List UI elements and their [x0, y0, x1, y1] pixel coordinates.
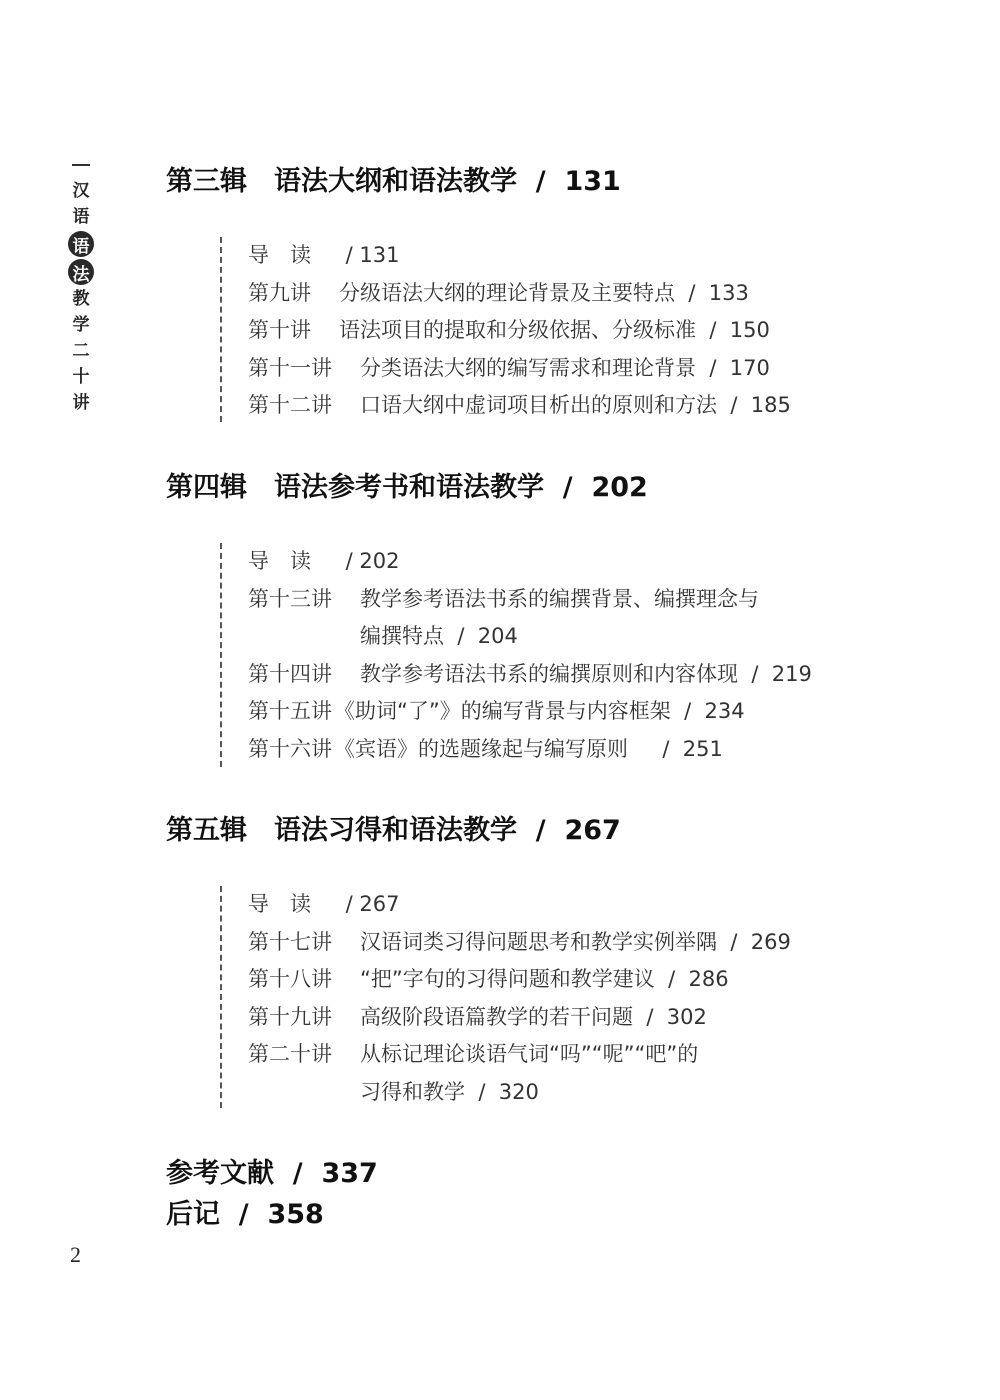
toc-entry-text: 语法项目的提取和分级依据、分级标准 / 150 — [339, 318, 770, 343]
back-matter-references[interactable]: 参考文献 / 337 — [166, 1158, 378, 1189]
side-char: 讲 — [72, 393, 90, 413]
toc-entry-label: 第九讲 — [248, 280, 311, 305]
section-title — [166, 811, 621, 851]
section-heading: 第五辑 语法习得和语法教学 / 267 — [166, 815, 621, 846]
side-char-circled: 语 — [68, 231, 94, 257]
toc-entry-label: 第十一讲 — [248, 355, 332, 380]
side-char: 教 — [72, 289, 90, 309]
section-heading: 第三辑 语法大纲和语法教学 / 131 — [166, 166, 621, 197]
toc-entry-text: / 131 — [339, 243, 400, 267]
toc-entry-label: 第十七讲 — [248, 929, 332, 954]
toc-entry-text: 分级语法大纲的理论背景及主要特点 / 133 — [339, 280, 749, 305]
toc-entry-label: 第十五讲 — [248, 699, 332, 724]
toc-entry-text: 《助词“了”》的编写背景与内容框架 / 234 — [334, 699, 745, 724]
toc-entry-text: 习得和教学 / 320 — [360, 1079, 539, 1104]
section-heading: 第四辑 语法参考书和语法教学 / 202 — [166, 472, 648, 503]
toc-entry-text: 汉语词类习得问题思考和教学实例举隅 / 269 — [360, 929, 791, 954]
toc-entry-text: / 202 — [339, 549, 400, 573]
section-entries — [220, 237, 791, 422]
section-entries — [220, 886, 791, 1108]
section-title — [166, 468, 648, 508]
page-number: 2 — [70, 1242, 81, 1267]
toc-entry-label: 第十讲 — [248, 318, 311, 343]
toc-entry-text: 从标记理论谈语气词“吗”“呢”“吧”的 — [360, 1042, 699, 1067]
side-char: 汉 — [72, 181, 90, 201]
section-title — [166, 162, 621, 202]
toc-entry-text: 编撰特点 / 204 — [360, 624, 518, 649]
back-matter-afterword[interactable]: 后记 / 358 — [166, 1199, 324, 1230]
toc-entry-text: “把”字句的习得问题和教学建议 / 286 — [360, 967, 729, 992]
toc-entry-label: 第十三讲 — [248, 586, 332, 611]
toc-entry-label: 第十四讲 — [248, 661, 332, 686]
side-char-circled: 法 — [68, 259, 94, 285]
toc-entry-text: 分类语法大纲的编写需求和理论背景 / 170 — [360, 355, 770, 380]
toc-entry-text: 高级阶段语篇教学的若干问题 / 302 — [360, 1004, 707, 1029]
toc-entry-label: 第十二讲 — [248, 393, 332, 418]
toc-entry-text: 《宾语》的选题缘起与编写原则 / 251 — [334, 736, 723, 761]
side-book-title — [66, 164, 96, 416]
side-rule — [72, 164, 90, 166]
toc-entry-text: 教学参考语法书系的编撰原则和内容体现 / 219 — [360, 661, 812, 686]
toc-entry-label: 第十六讲 — [248, 736, 332, 761]
toc-entry-label: 第十九讲 — [248, 1004, 332, 1029]
toc-entry-label: 第十八讲 — [248, 967, 332, 992]
toc-entry-label: 导 读 — [248, 549, 311, 573]
side-char: 十 — [72, 367, 90, 387]
toc-entry-text: / 267 — [339, 892, 400, 916]
toc-entry-text: 教学参考语法书系的编撰背景、编撰理念与 — [360, 586, 759, 611]
side-char: 学 — [72, 315, 90, 335]
toc-entry-text: 口语大纲中虚词项目析出的原则和方法 / 185 — [360, 393, 791, 418]
toc-entry-label: 第二十讲 — [248, 1042, 332, 1067]
section-entries — [220, 543, 812, 767]
side-char: 二 — [72, 341, 90, 361]
side-char: 语 — [72, 207, 90, 227]
toc-entry-label: 导 读 — [248, 892, 311, 916]
toc-entry-label: 导 读 — [248, 243, 311, 267]
